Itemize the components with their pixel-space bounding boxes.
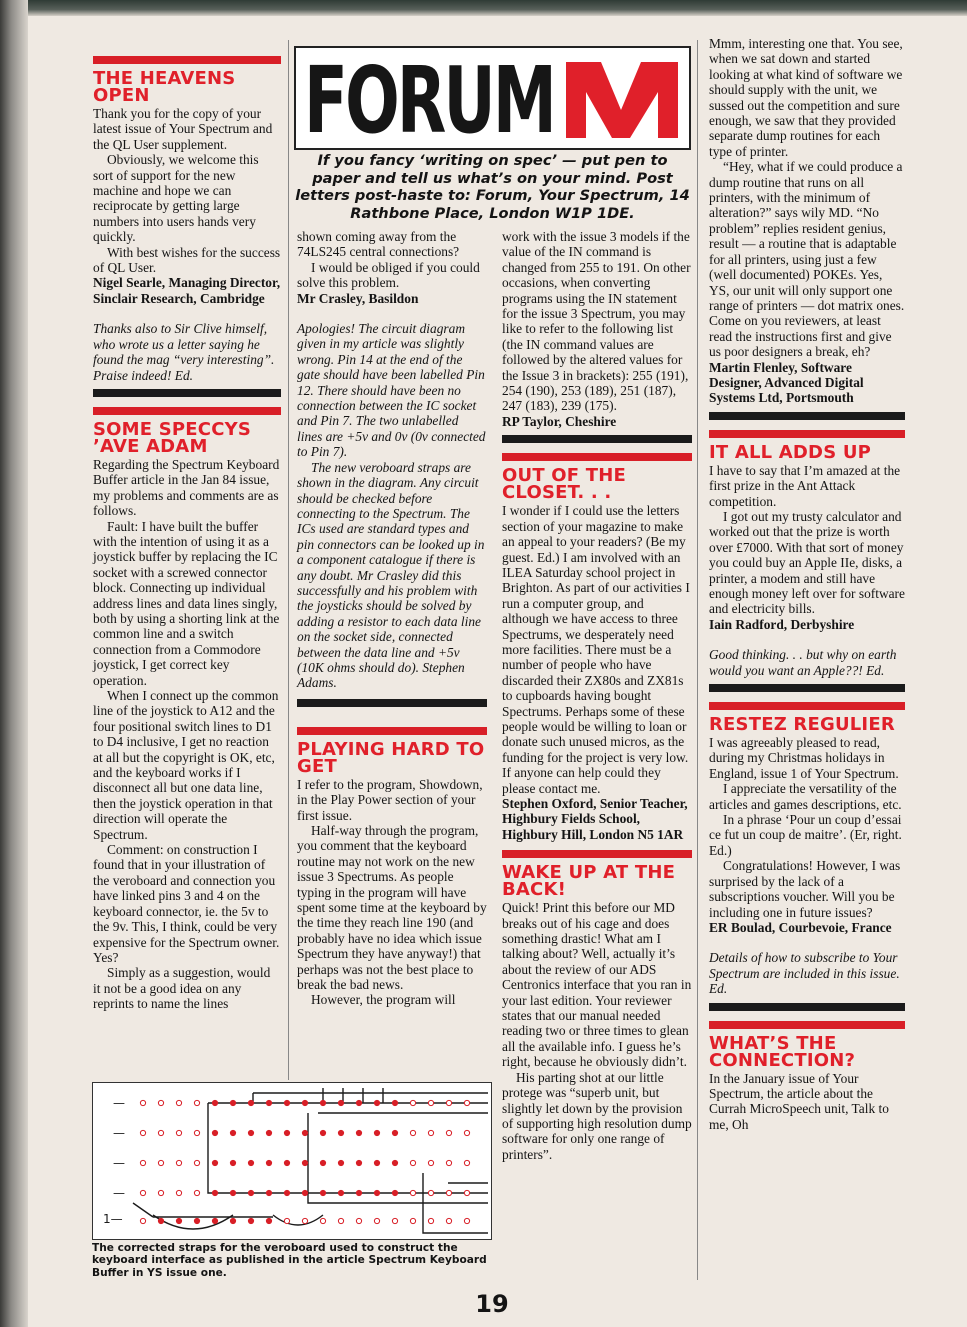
letter-text: work with the issue 3 models if the value of the IN command is changed from 255 to 191. On other occasions, when converting programs using the IN statement for the issue 3 Spectrum, you may like to refer to the following list (the IN command values are followed by the altered values for the Issue 3 in brackets): 255 (191), 254 (190), 253 (189), 251 (187), 247 (183), 239 (175).	[502, 229, 691, 414]
veroboard-hole	[428, 1100, 433, 1105]
letter-heading: THE HEAVENS OPEN	[93, 68, 236, 106]
veroboard-hole	[284, 1130, 289, 1135]
section-divider	[502, 435, 692, 443]
veroboard-hole	[392, 1218, 397, 1223]
veroboard-hole	[410, 1218, 415, 1223]
veroboard-hole	[158, 1190, 163, 1195]
veroboard-hole	[356, 1160, 361, 1165]
veroboard-hole	[428, 1218, 433, 1223]
veroboard-hole	[266, 1130, 271, 1135]
veroboard-hole	[158, 1160, 163, 1165]
section-divider	[709, 412, 905, 420]
veroboard-hole	[356, 1100, 361, 1105]
veroboard-hole	[320, 1130, 325, 1135]
veroboard-hole	[230, 1218, 235, 1223]
veroboard-hole	[356, 1218, 361, 1223]
veroboard-hole	[446, 1190, 451, 1195]
heading-bar	[502, 453, 692, 461]
veroboard-hole	[176, 1218, 181, 1223]
veroboard-hole	[464, 1100, 469, 1105]
veroboard-hole	[212, 1190, 217, 1195]
veroboard-hole	[338, 1160, 343, 1165]
row-dash: —	[113, 1126, 125, 1140]
veroboard-hole	[266, 1100, 271, 1105]
veroboard-hole	[392, 1130, 397, 1135]
letter-heading: SOME SPECCYS ’AVE ADAM	[93, 418, 252, 457]
veroboard-hole	[302, 1218, 307, 1223]
veroboard-hole	[212, 1100, 217, 1105]
letter-text: Simply as a suggestion, would it not be a good idea on any reprints to name the lines	[93, 965, 271, 1012]
forum-logo	[296, 48, 689, 148]
veroboard-hole	[284, 1160, 289, 1165]
veroboard-hole	[248, 1130, 253, 1135]
editor-reply: Details of how to subscribe to Your Spectrum are included in this issue. Ed.	[709, 950, 900, 997]
column-3	[502, 229, 692, 1162]
veroboard-hole	[338, 1190, 343, 1195]
veroboard-hole	[338, 1130, 343, 1135]
veroboard-hole	[464, 1218, 469, 1223]
column-4	[709, 36, 905, 1132]
letter-heading: OUT OF THE CLOSET. . .	[502, 465, 626, 504]
diagram-caption: The corrected straps for the veroboard used to construct the keyboard interface as published in the article Spectrum Keyboard Buffer in YS issue one.	[92, 1242, 487, 1279]
veroboard-hole	[374, 1218, 379, 1223]
veroboard-hole	[338, 1100, 343, 1105]
column-rule	[288, 40, 289, 1080]
veroboard-hole	[266, 1160, 271, 1165]
editor-reply: Thanks also to Sir Clive himself, who wrote us a letter saying he found the mag “very interesting”. Praise indeed! Ed.	[93, 321, 275, 383]
veroboard-hole	[176, 1190, 181, 1195]
letter-signature: Nigel Searle, Managing Director, Sinclair Research, Cambridge	[93, 275, 281, 306]
veroboard-hole	[446, 1218, 451, 1223]
veroboard-hole	[410, 1100, 415, 1105]
letter-heading: WHAT’S THE CONNECTION?	[709, 1032, 856, 1071]
veroboard-hole	[356, 1190, 361, 1195]
veroboard-hole	[302, 1130, 307, 1135]
letter-text: Comment: on construction I found that in your illustration of the veroboard and connection you have linked pins 3 and 4 on the keyboard connector, ie. the 5v to the 9v. This, I think, could be very expensive for the Spectrum owner. Yes?	[93, 842, 280, 965]
letter-signature: RP Taylor, Cheshire	[502, 413, 617, 429]
forum-logo-text-black: FORUM	[304, 48, 554, 148]
letter-text: Congratulations! However, I was surprised by the lack of a subscriptions voucher. Will you be including one in future issues?	[709, 858, 901, 920]
veroboard-hole	[176, 1130, 181, 1135]
veroboard-hole	[446, 1160, 451, 1165]
veroboard-hole	[284, 1190, 289, 1195]
veroboard-hole	[320, 1190, 325, 1195]
letter-text: I got out my trusty calculator and worked out that the prize is worth over £7000. With that sort of money you could buy an Apple IIe, disks, a printer, a modem and still have enough money left over for software and electricity bills.	[709, 508, 905, 617]
veroboard-hole	[374, 1190, 379, 1195]
veroboard-hole	[194, 1160, 199, 1165]
letter-text: Fault: I have built the buffer with the intention of using it as a joystick buffer by replacing the IC socket with a screwed connector block. Connecting up individual address lines and data lines singly, both by using a shorting link at the common line and a switch connection from a Commodore joystick, I get correct key operation.	[93, 518, 280, 688]
heading-bar	[502, 850, 692, 858]
veroboard-hole	[464, 1160, 469, 1165]
veroboard-hole	[338, 1218, 343, 1223]
veroboard-hole	[230, 1130, 235, 1135]
veroboard-hole	[284, 1100, 289, 1105]
column-rule	[697, 40, 698, 1280]
veroboard-hole	[194, 1218, 199, 1223]
veroboard-hole	[230, 1160, 235, 1165]
veroboard-hole	[464, 1130, 469, 1135]
veroboard-hole	[446, 1100, 451, 1105]
veroboard-hole	[248, 1218, 253, 1223]
page-top-edge	[0, 0, 967, 16]
veroboard-hole	[140, 1218, 145, 1223]
veroboard-hole	[284, 1218, 289, 1223]
editor-reply: Apologies! The circuit diagram given in my article was slightly wrong. Pin 14 at the end of the gate should have been labelled Pin 12. There should have been no connection between the IC socket and Pin 7. The two unlabelled lines are +5v and 0v (0v connected to Pin 7).	[297, 321, 486, 460]
veroboard-hole	[212, 1130, 217, 1135]
veroboard-hole	[392, 1160, 397, 1165]
veroboard-hole	[266, 1218, 271, 1223]
veroboard-diagram	[92, 1082, 492, 1240]
veroboard-hole	[374, 1130, 379, 1135]
letter-text: I have to say that I’m amazed at the first prize in the Ant Attack competition.	[709, 462, 901, 509]
heading-bar	[93, 56, 281, 64]
editor-reply: Good thinking. . . but why on earth would you want an Apple??! Ed.	[709, 647, 897, 678]
veroboard-hole	[158, 1100, 163, 1105]
veroboard-hole	[248, 1160, 253, 1165]
letter-signature: Iain Radford, Derbyshire	[709, 616, 855, 632]
letter-text: Obviously, we welcome this sort of support for the new machine and hope we can reciprocate by getting large numbers into users hands very quickly.	[93, 152, 259, 245]
veroboard-hole	[266, 1190, 271, 1195]
letter-text: Mmm, interesting one that. You see, when we sat down and started looking at what kind of software we should supply with the unit, we sussed out the competition and sure enough, we saw that they provided separate dump routines for each type of printer.	[709, 36, 903, 159]
letter-signature: Stephen Oxford, Senior Teacher, Highbury Fields School, Highbury Hill, London N5 1AR	[502, 796, 688, 842]
veroboard-hole	[320, 1100, 325, 1105]
letter-signature: Mr Crasley, Basildon	[297, 290, 419, 306]
letter-text: When I connect up the common line of the joystick to A12 and the four positional switch lines to D1 to D4 inclusive, I get no reaction at all but the copyright is OK, etc, and the keyboard works if I disconnect all but one data line, then the joystick operation in that direction will operate the Spectrum.	[93, 688, 279, 842]
heading-bar	[709, 430, 905, 438]
section-divider	[709, 684, 905, 692]
heading-bar	[93, 407, 281, 415]
heading-bar	[709, 1021, 905, 1029]
veroboard-hole	[230, 1190, 235, 1195]
veroboard-hole	[140, 1160, 145, 1165]
heading-bar	[297, 727, 487, 735]
heading-bar	[709, 702, 905, 710]
letter-text: Regarding the Spectrum Keyboard Buffer article in the Jan 84 issue, my problems and comments are as follows.	[93, 456, 280, 519]
veroboard-hole	[464, 1190, 469, 1195]
veroboard-hole	[302, 1100, 307, 1105]
letter-text: I appreciate the versatility of the articles and games descriptions, etc.	[709, 781, 902, 812]
veroboard-holes	[140, 1100, 469, 1223]
veroboard-hole	[320, 1160, 325, 1165]
column-1	[93, 56, 281, 1012]
letter-text: I wonder if I could use the letters section of your magazine to make an appeal to your readers? (Be my guest. Ed.) I am involved with an ILEA Saturday school project in Brighton. As part of our activities I run a computer group, and although we have access to three Spectrums, we desperately need more facilities. There must be a number of people who have discarded their ZX80s and ZX81s to cupboards having bought Spectrums. Perhaps some of these people would be willing to loan or donate such unused micros, as the funding for the project is very low. If anyone can help could they please contact me.	[502, 503, 690, 796]
veroboard-hole	[194, 1130, 199, 1135]
forum-intro: If you fancy ‘writing on spec’ — put pen to paper and tell us what’s on your mind. Post letters post-haste to: Forum, Your Spectrum, 14 Rathbone Place, London W1P 1DE.	[295, 152, 690, 222]
letter-text: Thank you for the copy of your latest issue of Your Spectrum and the QL User supplement.	[93, 106, 273, 152]
forum-masthead	[294, 46, 691, 150]
letter-text: Half-way through the program, you comment that the keyboard routine may not work on the new issue 3 Spectrums. As people typing in the program will have spent some time at the keyboard by the time they reach line 190 (and probably have no idea which issue Spectrum they have anyway!) that perhaps was not the best place to break the bad news.	[297, 823, 487, 993]
column-2	[297, 229, 487, 1008]
veroboard-hole	[194, 1190, 199, 1195]
letter-text: His parting shot at our little protege was “superb unit, but slightly let down by the provision of supporting high resolution dump software for only one range of printers”.	[502, 1069, 692, 1162]
letter-text: shown coming away from the 74LS245 central connections?	[297, 229, 460, 260]
veroboard-hole	[410, 1160, 415, 1165]
letter-text: Quick! Print this before our MD breaks out of his cage and does something drastic! What am I talking about? Well, actually it’s about the review of our ADS Centronics interface that you ran in your last edition. Your reviewer states that our manual needed reading two or three times to glean all the available info. I guess he’s right, because he obviously didn’t.	[502, 900, 692, 1070]
veroboard-hole	[428, 1190, 433, 1195]
veroboard-hole	[140, 1100, 145, 1105]
veroboard-hole	[356, 1130, 361, 1135]
row-dash: —	[113, 1156, 125, 1170]
veroboard-hole	[158, 1130, 163, 1135]
page-number: 19	[475, 1290, 509, 1318]
row-dash: —	[113, 1096, 125, 1110]
veroboard-hole	[248, 1190, 253, 1195]
veroboard-hole	[176, 1160, 181, 1165]
letter-text: With best wishes for the success of QL User.	[93, 244, 281, 276]
row-dash: —	[113, 1186, 125, 1200]
letter-heading: PLAYING HARD TO GET	[297, 738, 485, 777]
veroboard-hole	[374, 1100, 379, 1105]
veroboard-hole	[446, 1130, 451, 1135]
diagram-row-labels	[103, 1096, 125, 1226]
veroboard-hole	[428, 1130, 433, 1135]
section-divider	[297, 699, 487, 707]
letter-heading: WAKE UP AT THE BACK!	[502, 862, 676, 901]
veroboard-hole	[320, 1218, 325, 1223]
letter-text: “Hey, what if we could produce a dump routine that runs on all printers, with the minimum of alteration?” says wily MD. “No problem” replies resident genius, result — a routine that is adaptable for all printers, using just a few (well documented) POKEs. Yes, YS, our unit will only support one range of printers — dot matrix ones. Come on you reviewers, at least read the instructions first and give us poor designers a break, eh?	[709, 159, 905, 360]
row-one-label: 1—	[103, 1212, 123, 1226]
letter-heading: IT ALL ADDS UP	[709, 441, 872, 463]
section-divider	[93, 389, 281, 397]
letter-text: I refer to the program, Showdown, in the Play Power section of your first issue.	[297, 776, 483, 823]
section-divider	[709, 1003, 905, 1011]
veroboard-hole	[410, 1190, 415, 1195]
veroboard-hole	[374, 1160, 379, 1165]
letter-text: In the January issue of Your Spectrum, the article about the Currah MicroSpeech unit, Talk to me, Oh	[709, 1070, 889, 1132]
letter-text: I would be obliged if you could solve this problem.	[297, 259, 480, 291]
letter-text: In a phrase ‘Pour un coup d’essai ce fut un coup de maitre’. (Er, right. Ed.)	[709, 812, 902, 858]
veroboard-hole	[176, 1100, 181, 1105]
veroboard-svg	[93, 1083, 491, 1239]
editor-reply: The new veroboard straps are shown in the diagram. Any circuit should be checked before connecting to the Spectrum. The ICs used are standard types and pin connectors can be looked up in a component catalogue if there is any doubt. Mr Crasley did this successfully and his problem with the joysticks should be solved by adding a resistor to each data line on the socket side, connected between the data line and +5v (10K ohms should do). Stephen Adams.	[297, 459, 485, 691]
veroboard-hole	[212, 1160, 217, 1165]
veroboard-hole	[140, 1130, 145, 1135]
letter-text: However, the program will	[311, 992, 456, 1008]
veroboard-hole	[392, 1100, 397, 1105]
page-binding-edge	[0, 0, 28, 1327]
veroboard-hole	[428, 1160, 433, 1165]
veroboard-hole	[194, 1100, 199, 1105]
veroboard-hole	[140, 1190, 145, 1195]
veroboard-hole	[410, 1130, 415, 1135]
veroboard-hole	[302, 1160, 307, 1165]
veroboard-hole	[302, 1190, 307, 1195]
letter-signature: Martin Flenley, Software Designer, Advanced Digital Systems Ltd, Portsmouth	[709, 359, 864, 406]
veroboard-hole	[248, 1100, 253, 1105]
veroboard-hole	[158, 1218, 163, 1223]
letter-text: I was agreeably pleased to read, during my Christmas holidays in England, issue 1 of Your Spectrum.	[709, 735, 899, 781]
veroboard-hole	[392, 1190, 397, 1195]
letter-signature: ER Boulad, Courbevoie, France	[709, 919, 892, 935]
letter-heading: RESTEZ REGULIER	[709, 714, 895, 736]
veroboard-hole	[230, 1100, 235, 1105]
veroboard-hole	[212, 1218, 217, 1223]
